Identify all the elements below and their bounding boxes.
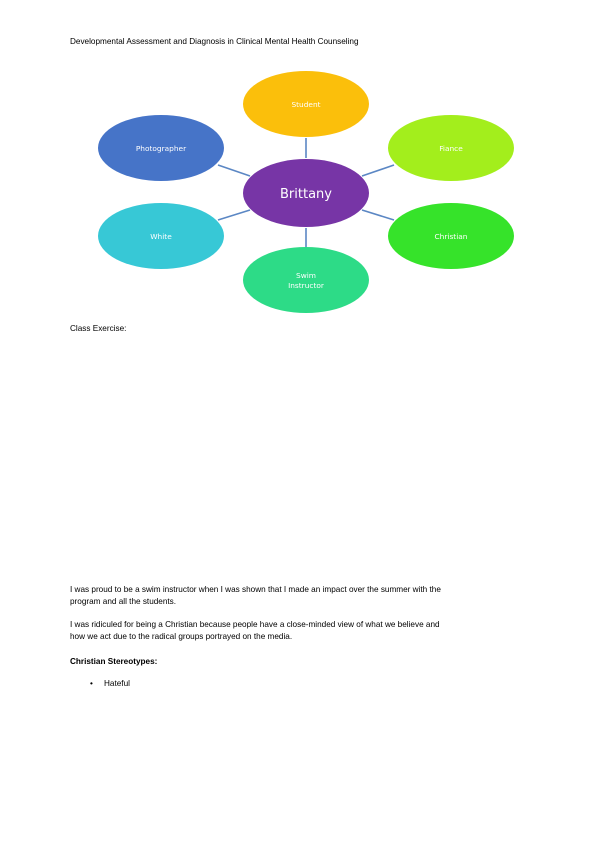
document-header: Developmental Assessment and Diagnosis in Clinical Mental Health Counseling	[70, 37, 359, 46]
paragraph-christian	[70, 619, 530, 642]
node-swim-label-line2: Instructor	[288, 281, 324, 290]
node-swim-label-line1: Swim	[296, 271, 316, 280]
bullet-icon: •	[90, 679, 93, 688]
list-item	[90, 679, 130, 688]
connector-fiance	[362, 165, 394, 176]
paragraph-swim-line1: I was proud to be a swim instructor when I was shown that I made an impact over the summer with the	[70, 585, 441, 594]
stereotypes-heading: Christian Stereotypes:	[70, 657, 158, 666]
connector-white	[218, 210, 250, 220]
paragraph-christian-line2: how we act due to the radical groups portrayed on the media.	[70, 631, 293, 641]
node-student-label: Student	[291, 100, 321, 109]
paragraph-swim	[70, 584, 530, 607]
paragraph-christian-line1: I was ridiculed for being a Christian because people have a close-minded view of what we believe and	[70, 620, 440, 629]
connector-photographer	[218, 165, 250, 176]
node-photographer-label: Photographer	[135, 144, 187, 153]
paragraph-swim-line2: program and all the students.	[70, 596, 177, 606]
list-item-text: Hateful	[104, 679, 130, 688]
identity-diagram	[0, 0, 595, 330]
class-exercise-label: Class Exercise:	[70, 324, 127, 333]
node-swim-instructor	[243, 247, 369, 313]
connector-christian	[362, 210, 394, 220]
node-white-label: White	[150, 232, 172, 241]
node-center-label: Brittany	[280, 187, 332, 202]
node-christian-label: Christian	[434, 232, 468, 241]
node-fiance-label: Fiance	[439, 144, 463, 153]
